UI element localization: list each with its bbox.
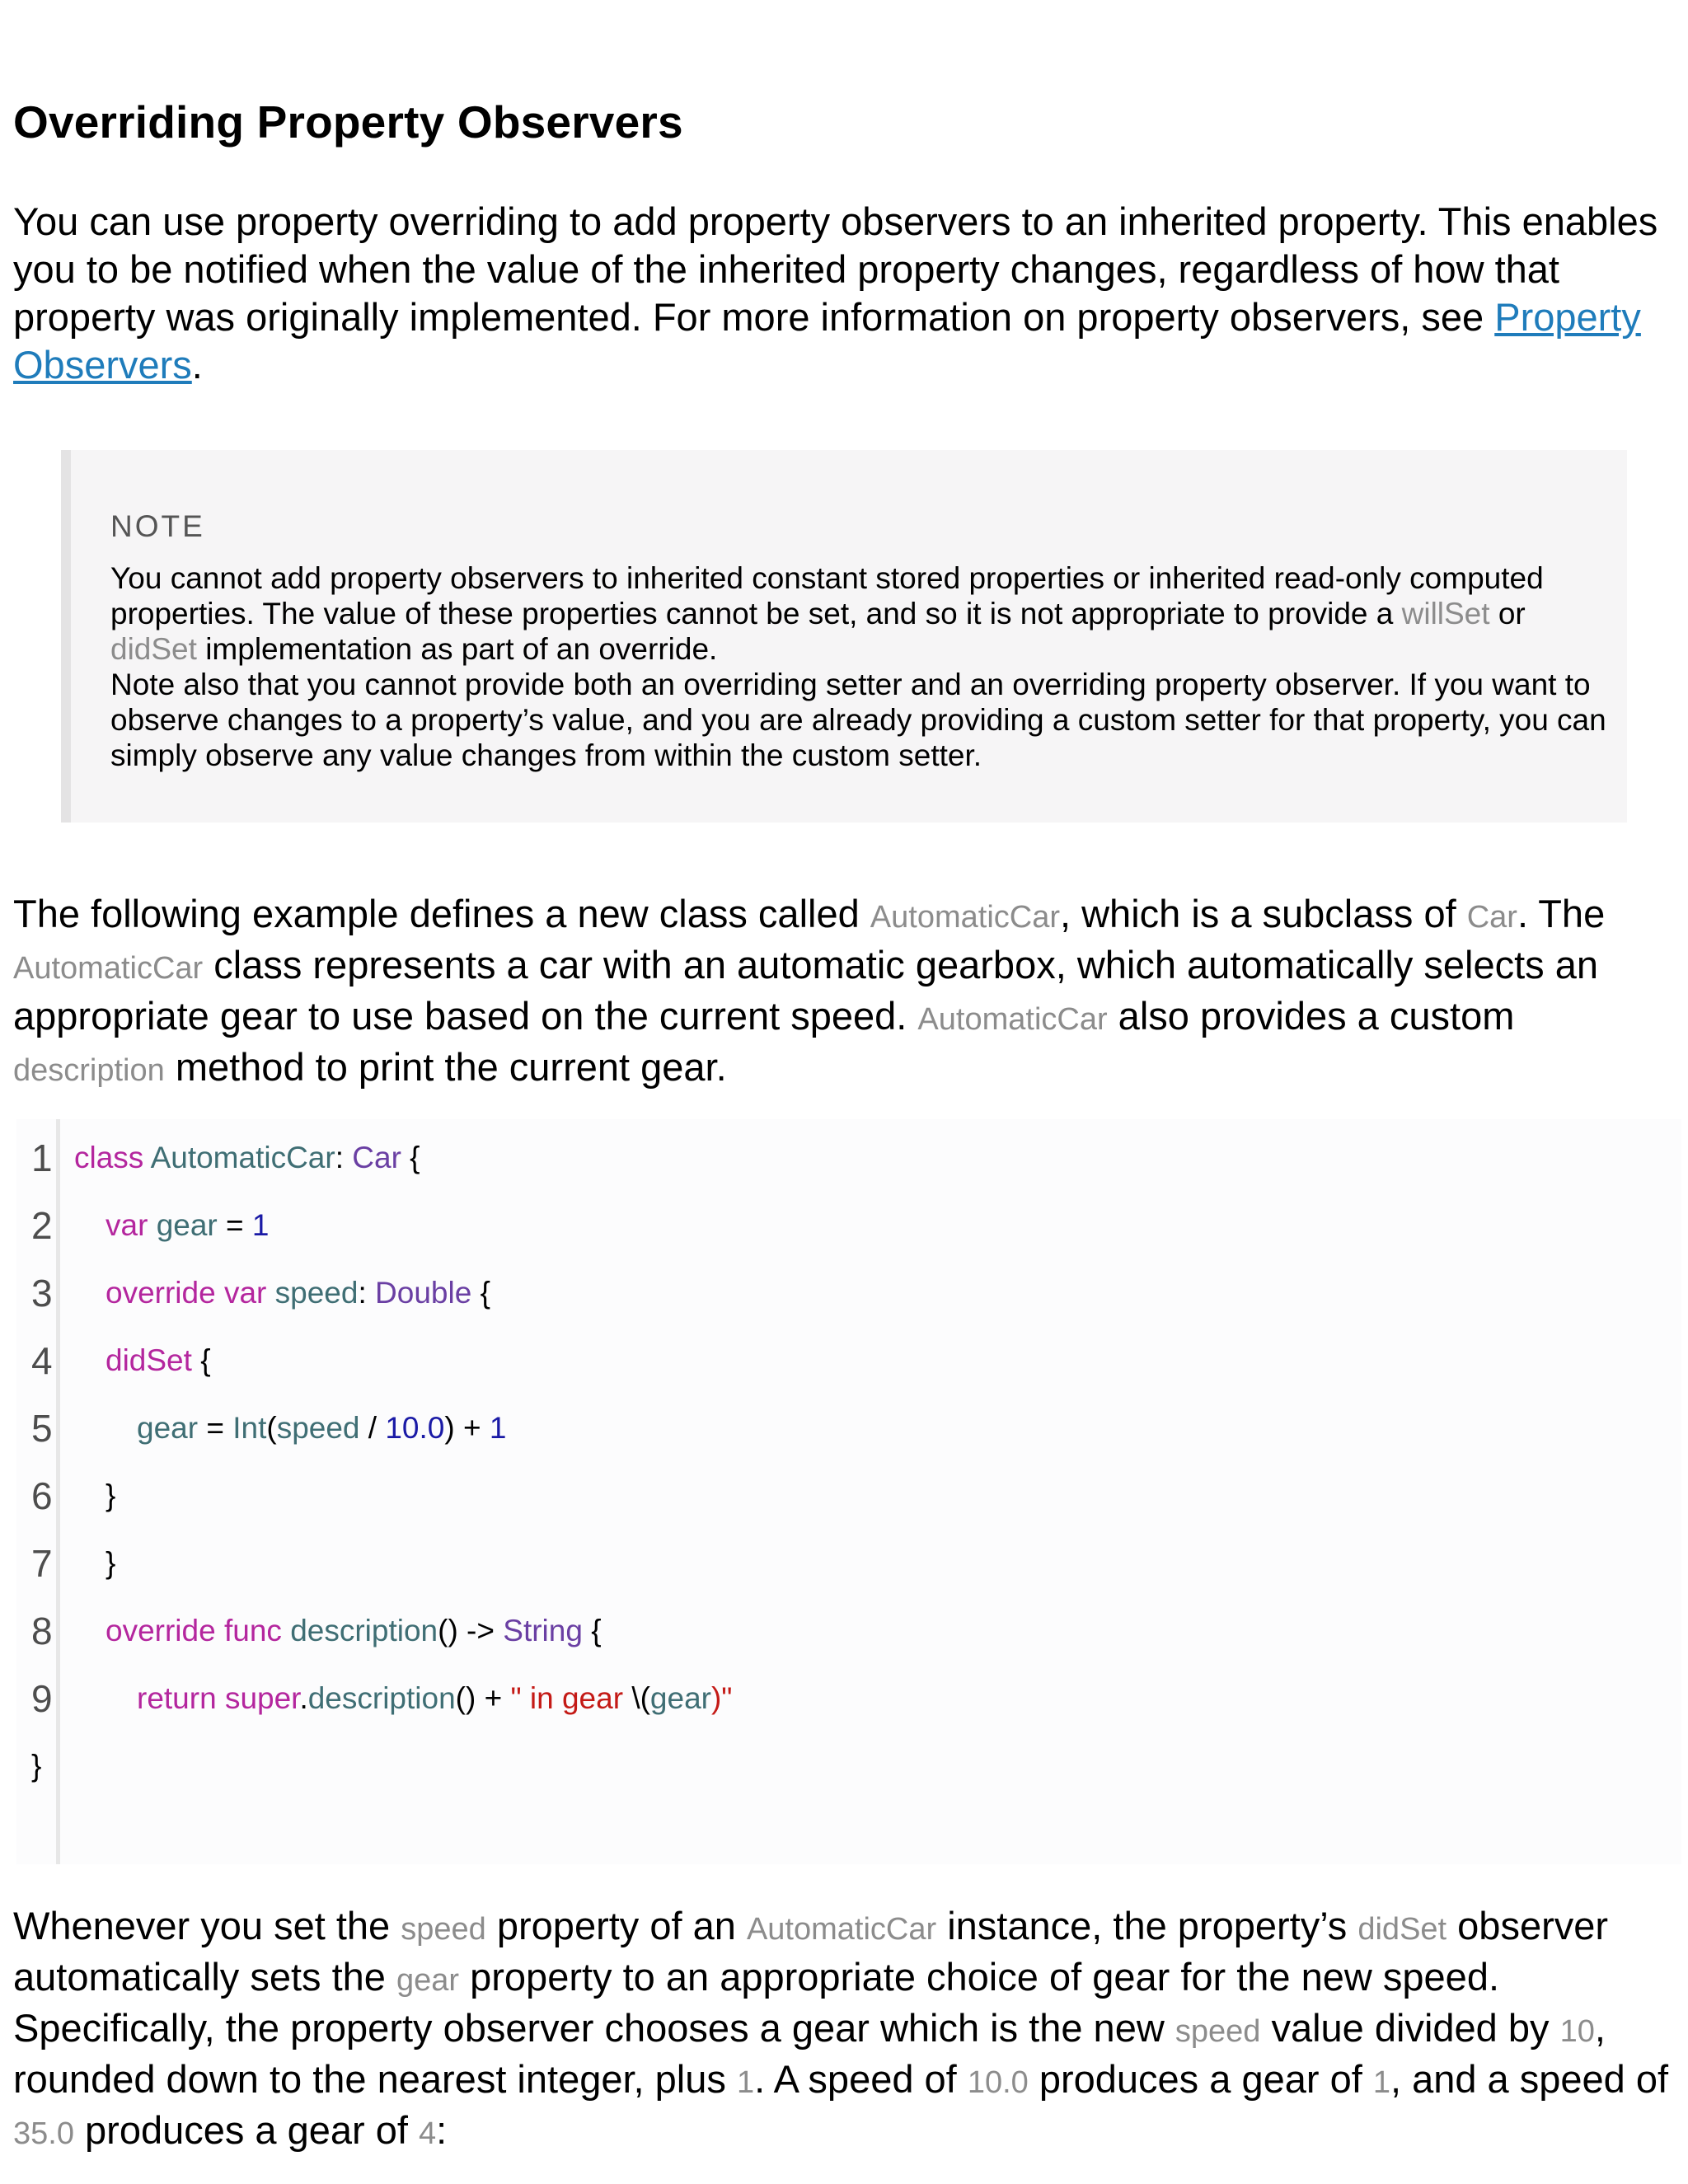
para3-text: produces a gear of xyxy=(73,2108,420,2152)
code-token: { xyxy=(191,1343,211,1377)
line-number: 3 xyxy=(31,1272,53,1315)
para3-text: , and a speed of xyxy=(1390,2057,1669,2101)
code-token: { xyxy=(401,1141,420,1174)
code-token: func xyxy=(223,1614,282,1647)
code-token: { xyxy=(471,1276,490,1310)
code-token: " in gear xyxy=(510,1681,632,1715)
code-car: Car xyxy=(1466,900,1517,935)
line-number: 2 xyxy=(31,1204,53,1247)
line-number: 1 xyxy=(31,1137,53,1179)
code-token: 1 xyxy=(489,1411,507,1445)
code-token: / xyxy=(359,1411,386,1445)
code-token: )" xyxy=(710,1681,733,1715)
line-number: 5 xyxy=(31,1407,53,1450)
code-token: description xyxy=(307,1681,456,1715)
code-gear: gear xyxy=(396,1963,460,1998)
code-token: \( xyxy=(631,1681,650,1715)
note-text-a: You cannot add property observers to inherited constant stored properties or inherited read-only computed properties. The value of these properties cannot be set, and so it is not appropriate to provide a xyxy=(110,561,1544,630)
code-line xyxy=(106,1208,270,1243)
code-token: description xyxy=(290,1614,438,1647)
code-didset: didSet xyxy=(1357,1912,1447,1947)
intro-text: You can use property overriding to add property observers to an inherited property. This enables you to be notified when the value of the inherited property changes, regardless of how that property was originally implemented. For more information on property observers, see xyxy=(13,199,1658,339)
note-paragraph-1 xyxy=(110,560,1611,667)
code-automaticcar: AutomaticCar xyxy=(917,1002,1108,1037)
para2-text-b: , which is a subclass of xyxy=(1060,892,1467,935)
code-token: () + xyxy=(455,1681,511,1715)
intro-paragraph xyxy=(13,198,1670,389)
code-token: 1 xyxy=(251,1208,270,1242)
code-token: var xyxy=(106,1208,148,1242)
code-line xyxy=(74,1141,420,1175)
code-line xyxy=(137,1681,732,1716)
code-willset: willSet xyxy=(1401,597,1490,630)
code-token: AutomaticCar xyxy=(150,1141,335,1174)
para3-text: Whenever you set the xyxy=(13,1904,401,1947)
code-token: . xyxy=(299,1681,308,1715)
section-heading: Overriding Property Observers xyxy=(13,96,683,148)
code-token: class xyxy=(74,1141,144,1174)
code-number: 35.0 xyxy=(13,2116,74,2151)
code-token: var xyxy=(223,1276,267,1310)
code-number: 10.0 xyxy=(967,2065,1029,2100)
note-title: NOTE xyxy=(110,509,205,543)
code-token: : xyxy=(358,1276,376,1310)
para2-text-f: method to print the current gear. xyxy=(164,1045,727,1089)
code-token: String xyxy=(503,1614,583,1647)
code-token: ) + xyxy=(444,1411,490,1445)
code-line xyxy=(106,1479,115,1513)
line-number: 6 xyxy=(31,1474,53,1517)
code-automaticcar: AutomaticCar xyxy=(13,951,204,986)
code-token: } xyxy=(106,1479,116,1512)
code-number: 1 xyxy=(1372,2065,1390,2100)
code-token xyxy=(148,1208,156,1242)
note-text-b: or xyxy=(1489,597,1526,630)
code-token: = xyxy=(217,1208,252,1242)
code-listing xyxy=(16,1119,1681,1864)
code-token xyxy=(216,1276,224,1310)
code-token: Int xyxy=(232,1411,267,1445)
code-line xyxy=(106,1276,490,1310)
line-number: 8 xyxy=(31,1610,53,1652)
code-token: () -> xyxy=(438,1614,504,1647)
code-didset: didSet xyxy=(110,632,197,666)
line-number: 9 xyxy=(31,1677,53,1720)
code-token: } xyxy=(31,1749,42,1783)
code-token: Double xyxy=(375,1276,472,1310)
code-token: { xyxy=(582,1614,602,1647)
example-paragraph xyxy=(13,890,1670,1094)
code-token xyxy=(282,1614,290,1647)
para3-text: produces a gear of xyxy=(1028,2057,1373,2101)
code-line xyxy=(106,1546,115,1581)
code-token: : xyxy=(335,1141,353,1174)
code-token: super xyxy=(224,1681,300,1715)
para2-text-d: class represents a car with an automatic gearbox, which automatically selects an appropriate gear to use based on the current speed. xyxy=(13,943,1599,1038)
code-token: gear xyxy=(649,1681,711,1715)
code-token: speed xyxy=(276,1411,360,1445)
code-token: override xyxy=(106,1276,216,1310)
explanation-paragraph xyxy=(13,1902,1670,2158)
code-line xyxy=(106,1614,602,1648)
code-number: 4 xyxy=(419,2116,437,2151)
code-token: = xyxy=(198,1411,233,1445)
intro-period: . xyxy=(191,343,203,387)
code-automaticcar: AutomaticCar xyxy=(870,900,1060,935)
para3-text: . A speed of xyxy=(754,2057,968,2101)
code-token xyxy=(143,1141,150,1174)
para3-text: observer automatically sets the xyxy=(13,1904,1609,1999)
gutter-divider xyxy=(56,1119,60,1864)
code-token: 10.0 xyxy=(385,1411,445,1445)
para3-text: , rounded down to the nearest integer, plus xyxy=(13,2006,1606,2101)
note-paragraph-2: Note also that you cannot provide both an overriding setter and an overriding property observer. If you want to observe changes to a property’s value, and you are already providing a custom setter for that property, you can simply observe any value changes from within the custom setter. xyxy=(110,668,1606,772)
code-token: override xyxy=(106,1614,216,1647)
code-token: ( xyxy=(266,1411,277,1445)
note-box xyxy=(61,450,1627,823)
code-line xyxy=(31,1749,41,1783)
code-speed: speed xyxy=(401,1912,486,1947)
para3-text: property to an appropriate choice of gear for the new speed. Specifically, the property observer chooses a gear which is the new xyxy=(13,1955,1500,2050)
code-automaticcar: AutomaticCar xyxy=(746,1912,937,1947)
code-token: } xyxy=(106,1546,116,1580)
property-observers-link[interactable]: Property Observers xyxy=(13,295,1641,387)
code-token: return xyxy=(137,1681,217,1715)
code-token xyxy=(266,1276,274,1310)
code-speed: speed xyxy=(1175,2014,1261,2049)
code-number: 1 xyxy=(736,2065,755,2100)
para2-text-a: The following example defines a new class called xyxy=(13,892,870,935)
code-line xyxy=(106,1343,211,1378)
code-token: didSet xyxy=(106,1343,192,1377)
para2-text-c: . The xyxy=(1517,892,1606,935)
note-text-c: implementation as part of an override. xyxy=(196,632,718,666)
code-token: gear xyxy=(137,1411,199,1445)
para3-text: instance, the property’s xyxy=(936,1904,1358,1947)
line-number: 7 xyxy=(31,1542,53,1585)
code-line xyxy=(137,1411,506,1446)
para2-text-e: also provides a custom xyxy=(1107,994,1515,1038)
code-description: description xyxy=(13,1053,165,1088)
para3-text: property of an xyxy=(485,1904,747,1947)
line-number: 4 xyxy=(31,1339,53,1382)
code-token: Car xyxy=(352,1141,401,1174)
code-token xyxy=(216,1614,224,1647)
para3-text: : xyxy=(436,2108,448,2152)
code-number: 10 xyxy=(1559,2014,1595,2049)
code-token xyxy=(217,1681,225,1715)
code-token: gear xyxy=(156,1208,218,1242)
code-token: speed xyxy=(274,1276,359,1310)
para3-text: value divided by xyxy=(1260,2006,1560,2050)
